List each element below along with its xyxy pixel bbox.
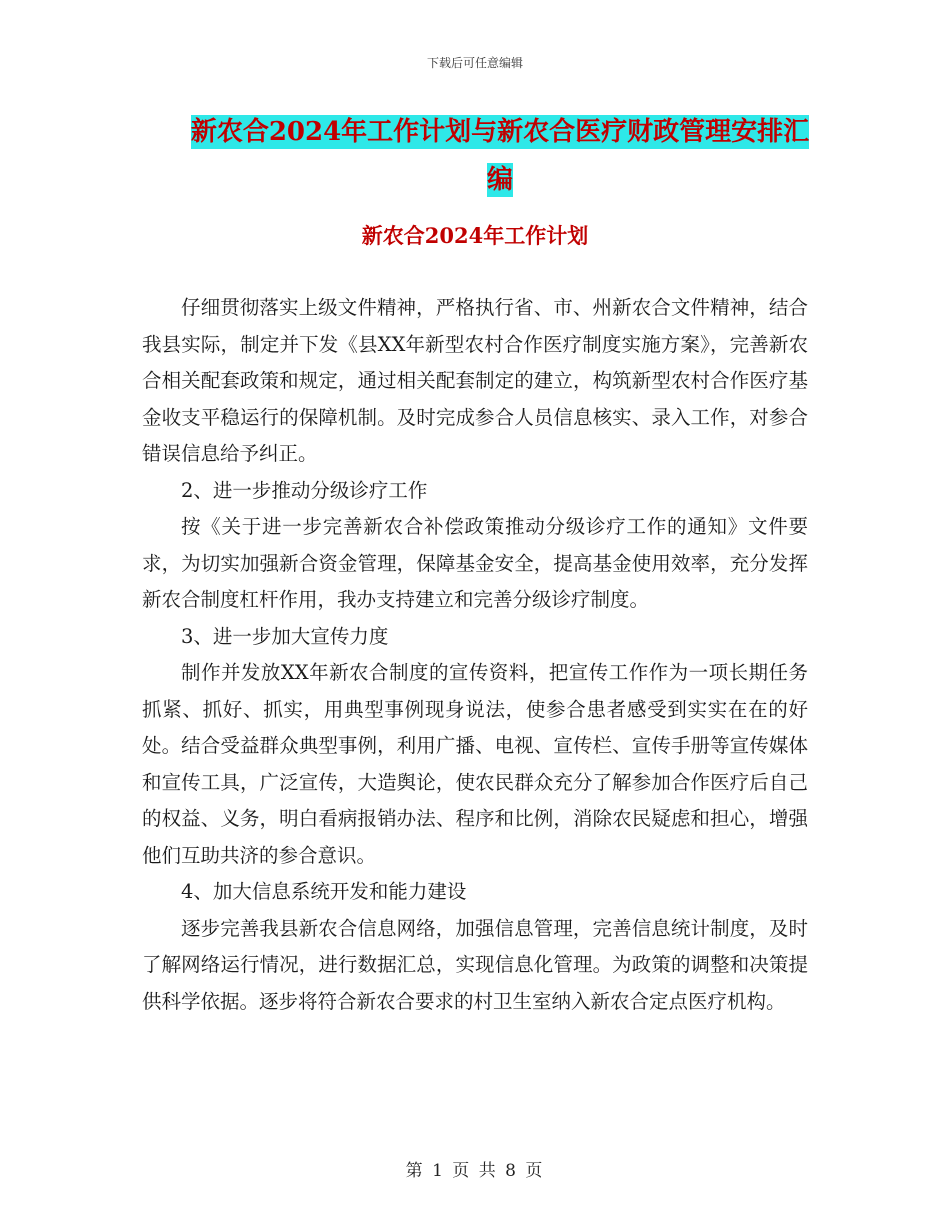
document-title xyxy=(140,108,860,204)
paragraph-intro: 仔细贯彻落实上级文件精神，严格执行省、市、州新农合文件精神，结合我县实际，制定并下发《县XX年新型农村合作医疗制度实施方案》，完善新农合相关配套政策和规定，通过相关配套制定的建立，构筑新型农村合作医疗基金收支平稳运行的保障机制。及时完成参合人员信息核实、录入工作，对参合错误信息给予纠正。 xyxy=(142,296,808,465)
document-title-line1: 新农合2024年工作计划与新农合医疗财政管理安排汇 xyxy=(190,117,810,147)
paragraph-item-3: 制作并发放XX年新农合制度的宣传资料，把宣传工作作为一项长期任务抓紧、抓好、抓实，用典型事例现身说法，使参合患者感受到实实在在的好处。结合受益群众典型事例，利用广播、电视、宣传栏、宣传手册等宣传媒体和宣传工具，广泛宣传，大造舆论，使农民群众充分了解参加合作医疗后自己的权益、义务，明白看病报销办法、程序和比例，消除农民疑虑和担心，增强他们互助共济的参合意识。 xyxy=(142,661,808,867)
document-body xyxy=(142,290,808,1020)
page-header-note: 下载后可任意编辑 xyxy=(426,56,523,70)
page-number: 第 1 页 共 8 页 xyxy=(405,1161,545,1181)
heading-item-3: 3、进一步加大宣传力度 xyxy=(181,624,389,648)
heading-item-4: 4、加大信息系统开发和能力建设 xyxy=(181,880,467,903)
section-title: 新农合2024年工作计划 xyxy=(361,223,589,248)
document-title-line2: 编 xyxy=(486,165,513,195)
heading-item-2: 2、进一步推动分级诊疗工作 xyxy=(181,478,428,502)
paragraph-item-2: 按《关于进一步完善新农合补偿政策推动分级诊疗工作的通知》文件要求，为切实加强新合资金管理，保障基金安全，提高基金使用效率，充分发挥新农合制度杠杆作用，我办支持建立和完善分级诊疗制度。 xyxy=(142,515,808,611)
paragraph-item-4: 逐步完善我县新农合信息网络，加强信息管理，完善信息统计制度，及时了解网络运行情况，进行数据汇总，实现信息化管理。为政策的调整和决策提供科学依据。逐步将符合新农合要求的村卫生室纳入新农合定点医疗机构。 xyxy=(142,916,808,1013)
